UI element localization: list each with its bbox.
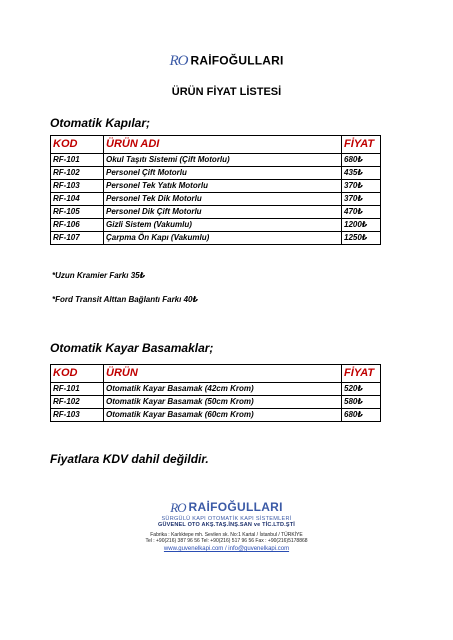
section-title-steps: Otomatik Kayar Basamaklar; [50,341,214,355]
footer-tagline: SÜRGÜLÜ KAPI OTOMATİK KAPI SİSTEMLERİ [161,516,292,522]
row-price: 1250₺ [342,232,381,245]
table-header-row [51,136,381,154]
table-row [51,409,381,422]
row-code: RF-103 [51,180,104,193]
row-price: 435₺ [342,167,381,180]
column-header-code: KOD [51,365,104,383]
row-code: RF-107 [51,232,104,245]
row-product: Çarpma Ön Kapı (Vakumlu) [104,232,342,245]
column-header-code: KOD [51,136,104,154]
footer-logo-mark: RO [170,500,186,515]
row-price: 680₺ [342,154,381,167]
row-product: Gizli Sistem (Vakumlu) [104,219,342,232]
doors-price-table [50,135,381,245]
row-product: Personel Çift Motorlu [104,167,342,180]
column-header-price: FİYAT [342,365,381,383]
row-product: Personel Tek Yatık Motorlu [104,180,342,193]
row-code: RF-101 [51,383,104,396]
row-code: RF-103 [51,409,104,422]
row-product: Otomatik Kayar Basamak (42cm Krom) [104,383,342,396]
vat-note: Fiyatlara KDV dahil değildir. [50,452,209,466]
table-row [51,219,381,232]
row-code: RF-106 [51,219,104,232]
table-row [51,206,381,219]
row-price: 520₺ [342,383,381,396]
row-price: 370₺ [342,193,381,206]
footer-brand: RAİFOĞULLARI [188,500,283,515]
row-price: 580₺ [342,396,381,409]
row-product: Personel Tek Dik Motorlu [104,193,342,206]
row-price: 680₺ [342,409,381,422]
note-kramier: *Uzun Kramier Farkı 35₺ [52,271,146,280]
company-logo-mark: RO [169,53,188,69]
brand-name: RAİFOĞULLARI [190,53,284,68]
row-price: 370₺ [342,180,381,193]
table-header-row [51,365,381,383]
page-title: ÜRÜN FİYAT LİSTESİ [171,86,282,98]
steps-price-table [50,364,381,422]
footer-website-link[interactable]: www.guvenelkapi.com / info@guvenelkapi.com [163,546,290,552]
footer-logo [0,500,453,516]
footer [0,500,453,552]
row-code: RF-102 [51,396,104,409]
table-row [51,232,381,245]
note-ford-transit: *Ford Transit Alttan Bağlantı Farkı 40₺ [52,295,199,304]
row-code: RF-102 [51,167,104,180]
table-row [51,154,381,167]
row-code: RF-105 [51,206,104,219]
footer-phones: Tel : +90(216) 387 96 56 Tel: +90(216) 517 96 56 Fax : +90(216)5178868 [145,538,308,544]
row-product: Otomatik Kayar Basamak (50cm Krom) [104,396,342,409]
row-code: RF-104 [51,193,104,206]
table-row [51,180,381,193]
table-row [51,396,381,409]
brand-header [0,53,453,70]
row-code: RF-101 [51,154,104,167]
row-product: Personel Dik Çift Motorlu [104,206,342,219]
column-header-price: FİYAT [342,136,381,154]
column-header-product: ÜRÜN [104,365,342,383]
section-title-doors: Otomatik Kapılar; [50,116,151,130]
row-price: 470₺ [342,206,381,219]
row-product: Okul Taşıtı Sistemi (Çift Motorlu) [104,154,342,167]
footer-company: GÜVENEL OTO AKŞ.TAŞ.İNŞ.SAN ve TİC.LTD.ŞTİ [157,522,296,528]
column-header-product: ÜRÜN ADI [104,136,342,154]
footer-address: Fabrika : Karlıktepe mh. Sevilen sk. No:1 Kartal / İstanbul / TÜRKİYE [150,532,303,538]
row-product: Otomatik Kayar Basamak (60cm Krom) [104,409,342,422]
row-price: 1200₺ [342,219,381,232]
table-row [51,167,381,180]
table-row [51,193,381,206]
table-row [51,383,381,396]
